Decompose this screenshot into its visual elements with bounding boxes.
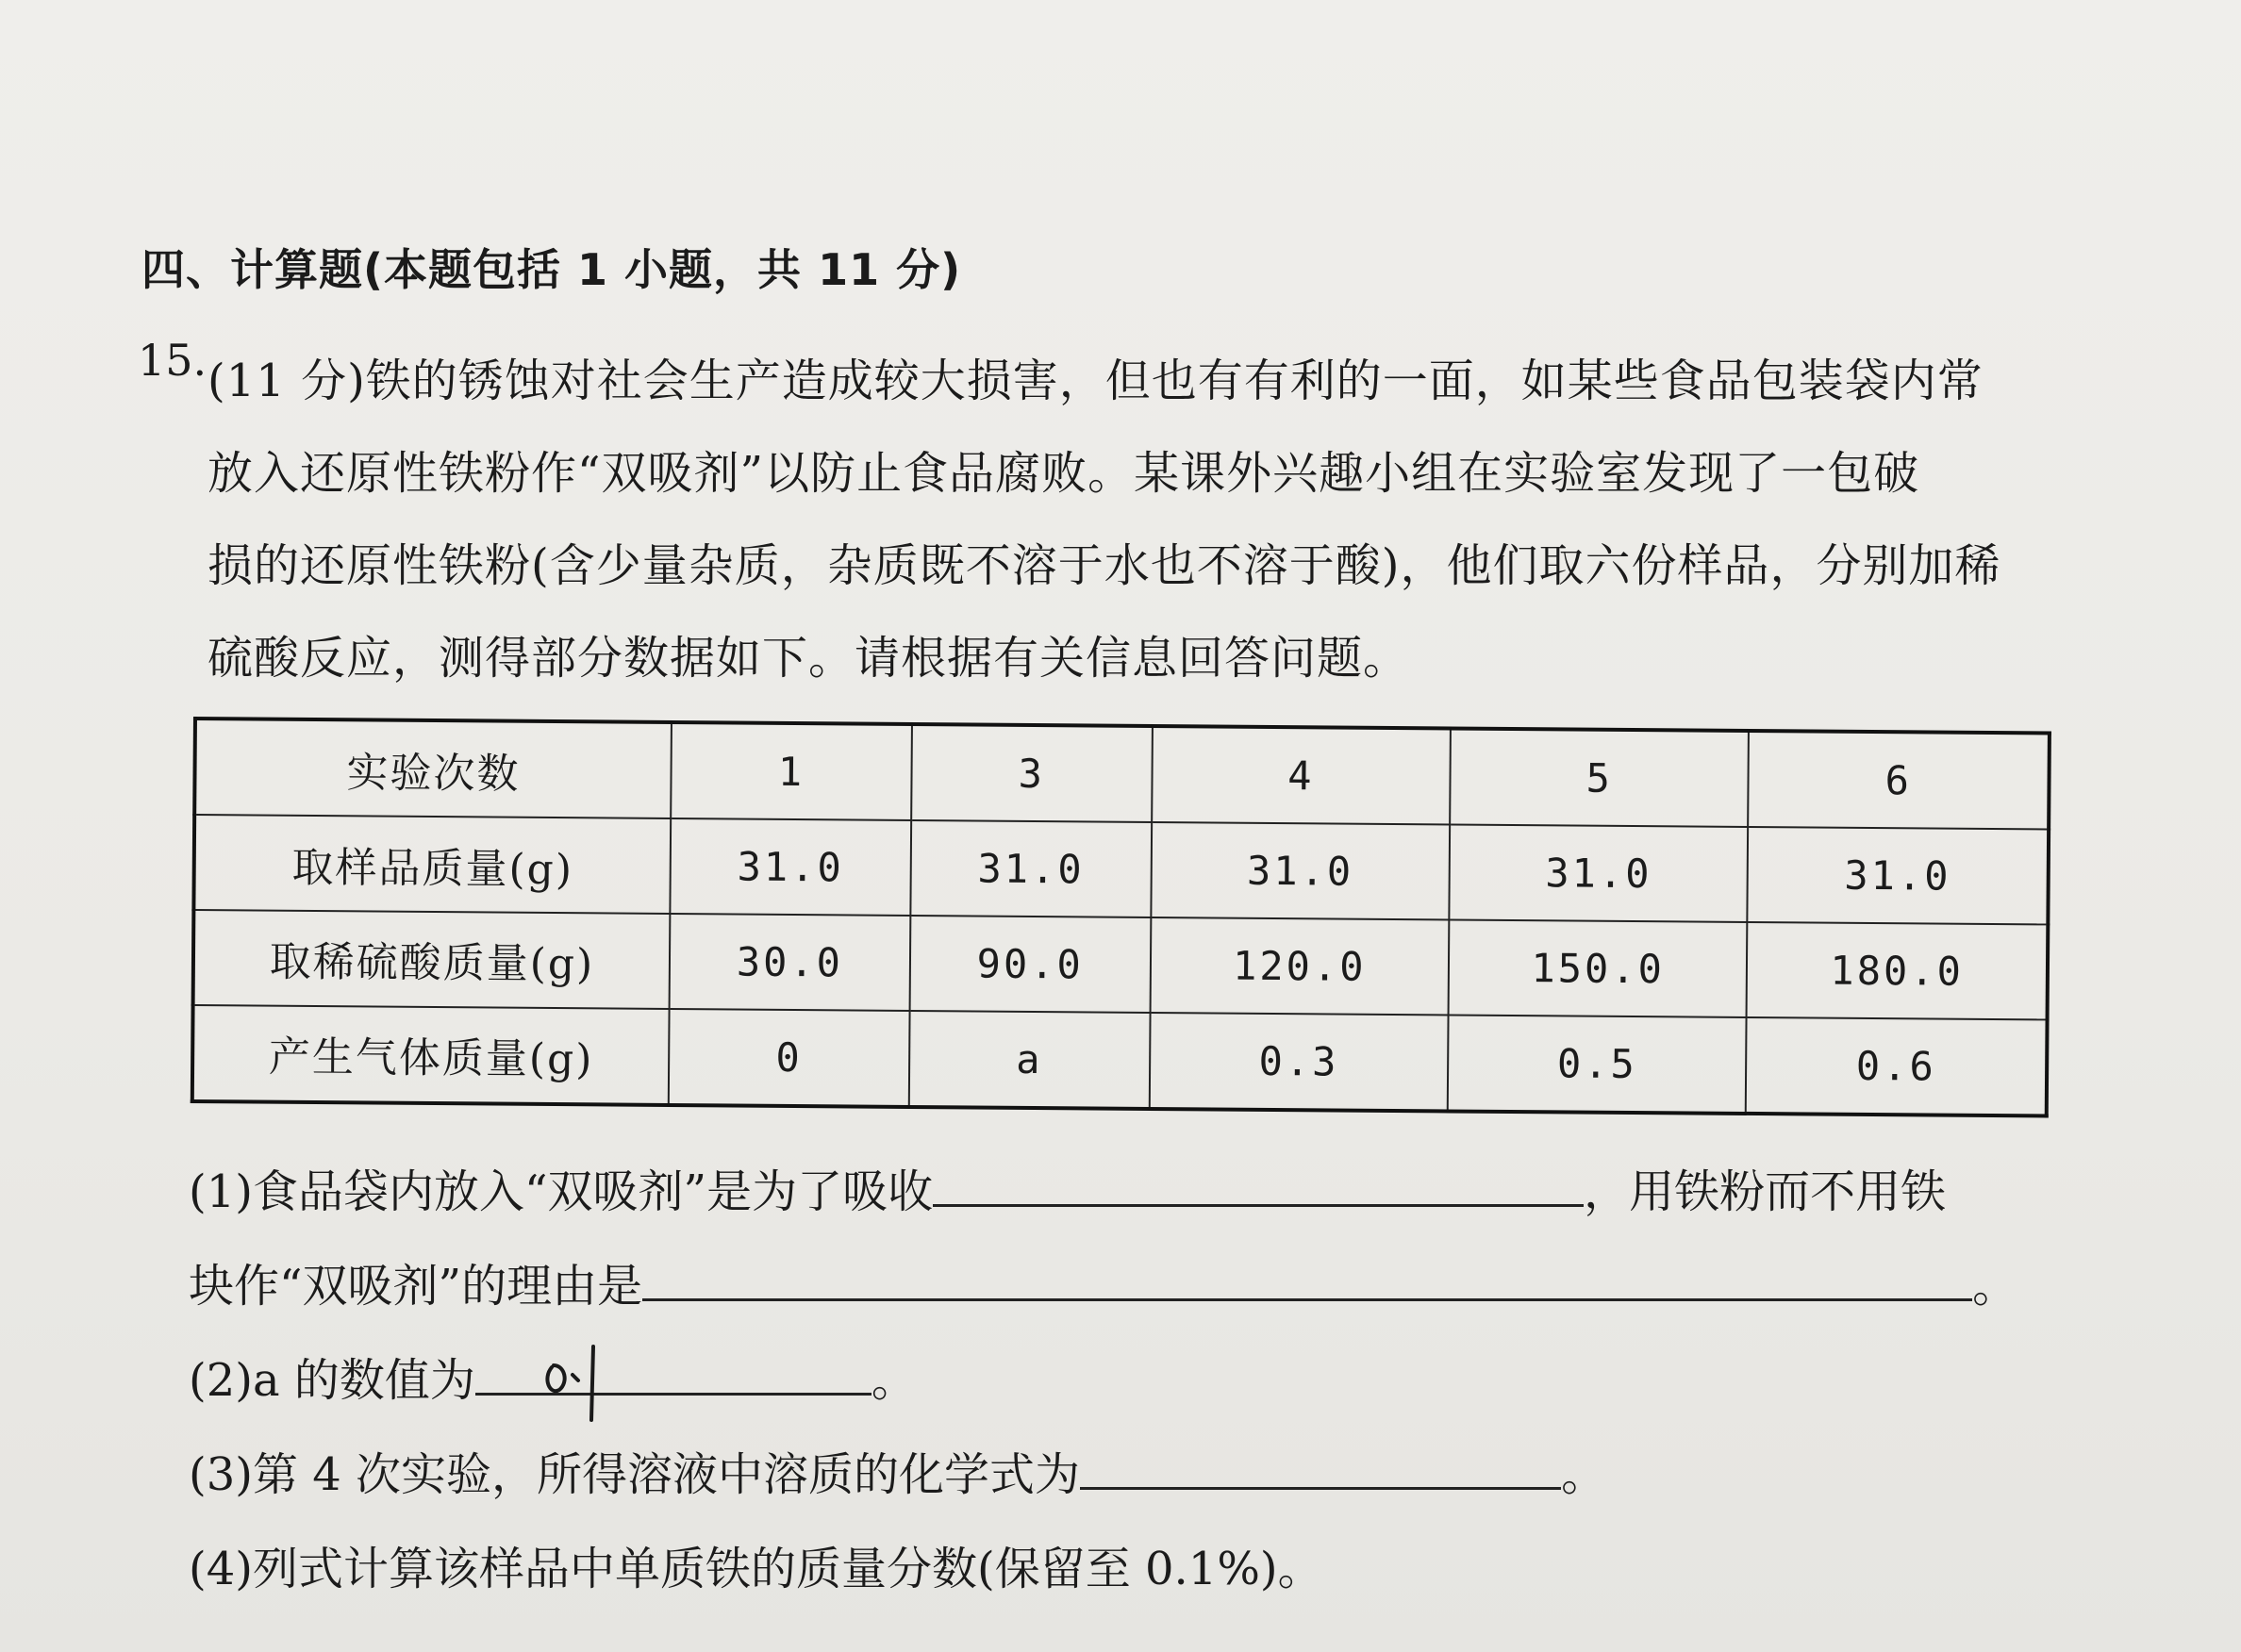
handwritten-answer-mark [542,1337,608,1422]
experiment-data-table [191,717,2051,1117]
table-cell: 0 [669,1009,910,1107]
table-cell: 0.3 [1149,1013,1448,1112]
q3-period: 。 [1561,1448,1607,1501]
q3-prompt: (3)第 4 次实验，所得溶液中溶质的化学式为 [189,1448,1081,1501]
header-cell: 5 [1450,728,1749,827]
table-cell: a [909,1011,1151,1109]
table-cell: 0.6 [1746,1017,2047,1116]
subquestion-1-line-2 [189,1249,2017,1314]
header-cell: 3 [911,724,1153,822]
table-cell: 31.0 [1748,827,2049,924]
table-cell: 30.0 [670,914,911,1011]
stem-line-4: 硫酸反应，测得部分数据如下。请根据有关信息回答问题。 [208,632,1410,685]
table-cell: 120.0 [1150,917,1449,1015]
header-cell: 6 [1749,731,2050,830]
q3-answer-blank[interactable] [1080,1486,1561,1490]
q1-answer-blank-2[interactable] [642,1297,1972,1301]
q1-prompt-reason: 块作“双吸剂”的理由是 [189,1260,643,1313]
subquestion-4: (4)列式计算该样品中单质铁的质量分数(保留至 0.1%)。 [189,1543,1323,1595]
table-row [192,1005,2048,1116]
stem-line-2: 放入还原性铁粉作“双吸剂”以防止食品腐败。某课外兴趣小组在实验室发现了一包破 [208,447,1920,500]
table-cell: 31.0 [1449,825,1748,922]
subquestion-1-line-1 [189,1155,1946,1220]
section-title: 四、计算题(本题包括 1 小题，共 11 分) [141,244,962,295]
q1-answer-blank-1[interactable] [933,1203,1584,1207]
stem-line-1: (11 分)铁的锈蚀对社会生产造成较大损害，但也有有利的一面，如某些食品包装袋内常 [208,355,1984,407]
table-cell: 31.0 [910,820,1152,917]
stem-line-3: 损的还原性铁粉(含少量杂质，杂质既不溶于水也不溶于酸)，他们取六份样品，分别加稀 [208,539,2001,592]
row-label: 取稀硫酸质量(g) [193,910,671,1009]
q2-period: 。 [871,1354,917,1407]
table-row [193,910,2049,1019]
q1-prompt-continued: ，用铁粉而不用铁 [1584,1165,1947,1218]
question-number: 15. [138,335,208,386]
q2-prompt: (2)a 的数值为 [189,1354,475,1407]
table-cell: 150.0 [1449,919,1748,1016]
table-cell: 31.0 [670,818,911,916]
header-cell: 1 [671,722,912,820]
table-cell: 31.0 [1151,822,1450,919]
header-cell: 4 [1152,726,1451,825]
question-stem [208,335,2103,704]
table-header-row [194,719,2050,830]
q1-prompt: (1)食品袋内放入“双吸剂”是为了吸收 [189,1165,934,1218]
table-cell: 90.0 [909,916,1151,1013]
q2-answer-blank[interactable] [475,1392,872,1396]
header-cell: 实验次数 [194,719,672,818]
row-label: 取样品质量(g) [193,815,671,914]
table-row [193,815,2049,924]
table-cell: 0.5 [1448,1015,1747,1114]
subquestion-3 [189,1438,1606,1503]
q1-period: 。 [1972,1260,2018,1313]
row-label: 产生气体质量(g) [192,1005,670,1105]
table-cell: 180.0 [1747,922,2048,1019]
